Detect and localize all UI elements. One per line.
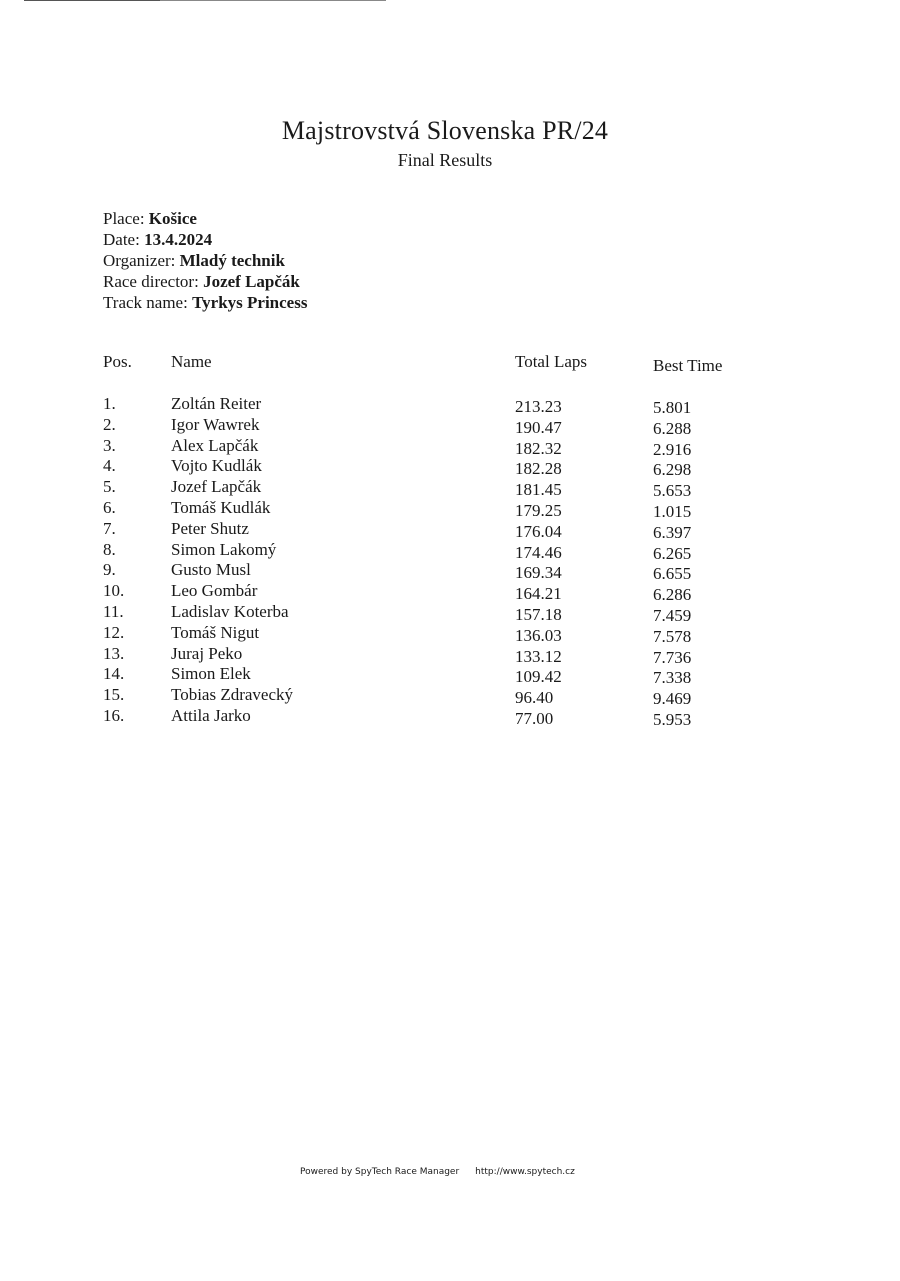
table-row <box>0 394 900 415</box>
cell-name: Zoltán Reiter <box>171 394 262 413</box>
cell-total-laps: 176.04 <box>515 521 562 541</box>
cell-name: Peter Shutz <box>171 518 249 538</box>
cell-best-time: 6.298 <box>653 460 692 480</box>
cell-name: Tobias Zdravecký <box>171 685 294 705</box>
table-row <box>0 477 900 501</box>
info-value: Košice <box>148 209 197 228</box>
cell-pos: 1. <box>103 394 116 413</box>
cell-pos: 9. <box>103 560 116 580</box>
info-organizer <box>103 250 307 271</box>
cell-best-time: 7.338 <box>653 668 692 688</box>
cell-pos: 2. <box>103 414 116 434</box>
cell-best-time: 6.288 <box>653 418 692 438</box>
cell-total-laps: 133.12 <box>515 646 562 666</box>
table-row <box>0 436 900 457</box>
footer-url: http://www.spytech.cz <box>475 1167 575 1177</box>
cell-pos: 13. <box>103 643 125 663</box>
info-value: Jozef Lapčák <box>203 272 300 291</box>
cell-name: Jozef Lapčák <box>171 477 262 497</box>
cell-pos: 10. <box>103 581 125 601</box>
cell-best-time: 7.736 <box>653 647 692 667</box>
table-row <box>0 685 900 709</box>
results-table-header <box>0 352 900 376</box>
header-name: Name <box>171 352 212 371</box>
cell-best-time: 7.578 <box>653 626 692 646</box>
cell-total-laps: 179.25 <box>515 500 562 520</box>
cell-name: Leo Gombár <box>171 581 258 601</box>
cell-total-laps: 157.18 <box>515 604 562 624</box>
race-info <box>103 208 307 313</box>
info-track-name <box>103 292 307 313</box>
footer-powered-by: Powered by SpyTech Race Manager <box>300 1167 460 1177</box>
table-row <box>0 706 900 727</box>
info-label: Place: <box>103 209 145 228</box>
cell-pos: 3. <box>103 435 116 455</box>
header-total-laps: Total Laps <box>515 352 587 371</box>
table-row <box>0 602 900 623</box>
cell-best-time: 7.459 <box>653 605 692 625</box>
cell-total-laps: 213.23 <box>515 397 562 416</box>
info-label: Organizer: <box>103 251 176 270</box>
cell-name: Tomáš Nigut <box>171 622 260 642</box>
cell-best-time: 9.469 <box>653 689 692 709</box>
cell-pos: 11. <box>103 601 124 621</box>
cell-name: Simon Elek <box>171 664 251 684</box>
header-best-time: Best Time <box>653 356 723 375</box>
scan-edge-line <box>24 0 160 1</box>
document-subtitle: Final Results <box>397 150 493 170</box>
header-pos: Pos. <box>103 352 132 371</box>
table-row <box>0 664 900 688</box>
cell-best-time: 6.286 <box>653 585 692 605</box>
cell-total-laps: 109.42 <box>515 667 562 687</box>
table-row <box>0 540 900 561</box>
table-row <box>0 456 900 480</box>
cell-total-laps: 182.32 <box>515 438 562 458</box>
table-row <box>0 581 900 605</box>
cell-pos: 14. <box>103 664 125 684</box>
info-place <box>103 208 307 229</box>
cell-name: Attila Jarko <box>171 705 251 725</box>
cell-name: Tomáš Kudlák <box>171 497 271 517</box>
cell-total-laps: 169.34 <box>515 563 562 583</box>
cell-pos: 15. <box>103 685 125 705</box>
info-label: Track name: <box>103 293 188 312</box>
cell-name: Simon Lakomý <box>171 539 277 559</box>
cell-best-time: 5.801 <box>653 398 692 417</box>
table-row <box>0 498 900 519</box>
cell-total-laps: 181.45 <box>515 480 562 500</box>
cell-total-laps: 182.28 <box>515 459 562 479</box>
cell-pos: 7. <box>103 518 116 538</box>
cell-best-time: 1.015 <box>653 501 692 521</box>
cell-name: Ladislav Koterba <box>171 601 289 621</box>
info-race-director <box>103 271 307 292</box>
cell-pos: 8. <box>103 539 116 559</box>
cell-total-laps: 190.47 <box>515 417 562 437</box>
cell-name: Gusto Musl <box>171 560 251 580</box>
cell-best-time: 6.265 <box>653 543 692 563</box>
cell-pos: 4. <box>103 456 116 476</box>
cell-total-laps: 164.21 <box>515 584 562 604</box>
cell-pos: 12. <box>103 622 125 642</box>
cell-best-time: 2.916 <box>653 439 692 459</box>
cell-best-time: 6.397 <box>653 522 692 542</box>
cell-total-laps: 77.00 <box>515 708 554 728</box>
scan-edge-line <box>160 0 386 1</box>
cell-pos: 6. <box>103 497 116 517</box>
info-value: 13.4.2024 <box>144 230 213 249</box>
table-row <box>0 644 900 665</box>
cell-name: Alex Lapčák <box>171 435 259 455</box>
table-row <box>0 415 900 436</box>
cell-pos: 5. <box>103 477 116 497</box>
cell-name: Vojto Kudlák <box>171 456 262 476</box>
info-label: Race director: <box>103 272 199 291</box>
table-row <box>0 623 900 644</box>
cell-total-laps: 96.40 <box>515 688 554 708</box>
info-date <box>103 229 307 250</box>
cell-name: Juraj Peko <box>171 643 243 663</box>
table-row <box>0 519 900 540</box>
results-table-body <box>0 394 900 727</box>
info-label: Date: <box>103 230 140 249</box>
cell-best-time: 6.655 <box>653 564 692 584</box>
cell-total-laps: 136.03 <box>515 625 562 645</box>
cell-best-time: 5.653 <box>653 481 692 501</box>
cell-total-laps: 174.46 <box>515 542 562 562</box>
page-footer <box>300 1167 575 1177</box>
cell-name: Igor Wawrek <box>171 414 260 434</box>
document-title: Majstrovstvá Slovenska PR/24 <box>281 116 609 145</box>
cell-best-time: 5.953 <box>653 709 692 729</box>
table-row <box>0 560 900 584</box>
info-value: Tyrkys Princess <box>192 293 308 312</box>
info-value: Mladý technik <box>179 251 285 270</box>
cell-pos: 16. <box>103 705 125 725</box>
